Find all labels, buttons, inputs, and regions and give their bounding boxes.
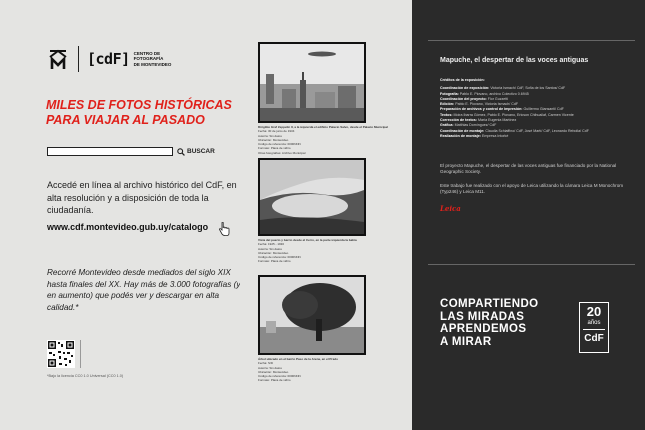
catalog-link[interactable]: www.cdf.montevideo.gub.uy/catalogo <box>47 222 209 232</box>
support-note: Este trabajo fue realizado con el apoyo de Leica utilizando la cámara Leica M Monochrom (Typ246) y Leica M11. <box>440 183 624 195</box>
license-note: *Bajo la licencia CC0 1.0 Universal (CC0 1.0) <box>47 374 124 378</box>
exhibition-title: Mapuche, el despertar de las voces antiguas <box>440 57 589 64</box>
photo-card-zeppelin[interactable] <box>258 42 406 155</box>
photo-card-bay[interactable] <box>258 158 406 264</box>
qr-separator <box>80 340 81 368</box>
photo-card-tree[interactable] <box>258 275 406 383</box>
search-button-label: BUSCAR <box>187 148 215 155</box>
pointer-hand-icon <box>218 222 230 236</box>
search-bar <box>47 147 215 156</box>
photo-zeppelin <box>258 42 366 123</box>
divider <box>428 264 635 265</box>
photo-caption: Vista del puerto y barrio desde el Cerro, en la parte izquierda la bahía Fecha: 1925 - 1930 Autor/a: Sin datos Ubicación: Montevideo Código de referencia: 0000NNN Formato: Placa de vidrio <box>258 238 357 264</box>
funding-note: El proyecto Mapuche, el despertar de las voces antiguas fue financiado por la National Geographic Society. <box>440 163 617 175</box>
slogan: COMPARTIENDO LAS MIRADAS APRENDEMOS A MIRAR <box>440 298 539 348</box>
photo-tree <box>258 275 366 355</box>
anniversary-badge: 20 años CdF <box>579 302 609 353</box>
body-text: Accedé en línea al archivo histórico del CdF, en alta resolución y a disposición de toda la ciudadanía. <box>47 180 237 215</box>
intro-text: Recorré Montevideo desde mediados del siglo XIX hasta finales del XX. Hay más de 3.000 fotografías (y en aumento) que podés ver y descargar en alta calidad.* <box>47 268 241 312</box>
search-input[interactable] <box>47 147 173 156</box>
cdf-logo: [cdF] <box>87 50 130 68</box>
qr-code[interactable] <box>47 340 75 368</box>
photo-bay <box>258 158 366 236</box>
divider <box>428 40 635 41</box>
search-button[interactable] <box>177 148 215 156</box>
credits-block: Créditos de la exposición: Coordinación de exposición: Victoria Ismach/ CdF, Sofía de los Santos/ CdF Fotografía: Pablo E. Piovano, archivo Colectivo 0.6945 Coordinación del proyecto: Flor Guzzetti Edición: Pablo E. Piovano, Victoria Ismach/ CdF Preparación de archivos y control de impresión: Guillermo Giansanti/ CdF Textos: Moira Ibarra Gómez, Pablo E. Piovano, Ericson Chihuailaf, Carmen Vicente Corrección de textos: María Eugenia Martínez Gráfica: Matthias Domínguez/ CdF Coordinación de montaje: Claudia Schiaffino/ CdF, José Martí/ CdF, Leonardo Rebolla/ CdF Realización de montaje: Empresa Intorké <box>440 78 589 138</box>
photo-caption: Árbol ubicado en el barrio Paso de la Arena, en el Prado Fecha: S/D Autor/a: Sin datos Ubicación: Montevideo Código de referencia: 0000NNN Formato: Placa de vidrio <box>258 357 338 383</box>
headline: MILES DE FOTOS HISTÓRICAS PARA VIAJAR AL PASADO <box>46 98 232 127</box>
montevideo-logo-icon <box>48 47 68 71</box>
search-icon <box>177 148 185 156</box>
logo-separator <box>78 46 79 72</box>
logo-row <box>48 46 171 72</box>
cdf-logo-subtitle: CENTRO DE FOTOGRAFÍA DE MONTEVIDEO <box>133 50 172 67</box>
photo-caption: Dirigible Graf Zeppelin II, a la izquierda el edificio Palacio Salvo, desde el Palacio Municipal Fecha: 30 de junio de 1934 Autor/a: Sin datos Ubicación: Montevideo Código de referencia: 0000NNN Formato: Placa de vidrio Otras fotografías: Archivo Municipal <box>258 125 388 155</box>
right-panel <box>412 0 645 430</box>
left-panel <box>0 0 240 430</box>
leica-logo: Leica <box>440 204 461 213</box>
